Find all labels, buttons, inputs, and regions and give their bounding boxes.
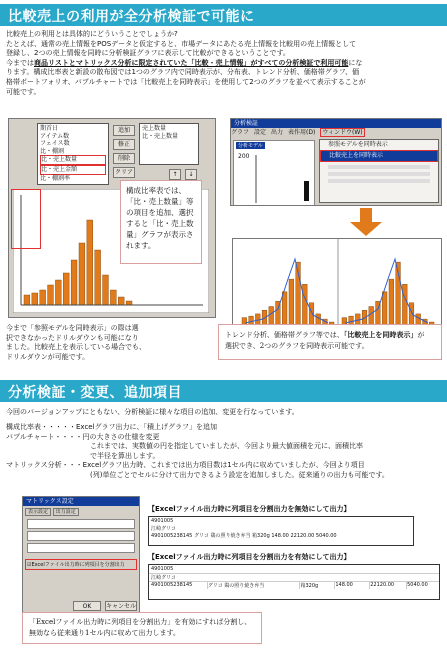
chart-bar xyxy=(389,279,394,325)
dropdown-item-disabled xyxy=(328,165,430,169)
selected-listbox[interactable] xyxy=(139,123,199,165)
checkbox-icon[interactable]: ☑ xyxy=(27,562,32,568)
arrow-down-icon xyxy=(350,222,382,236)
chart-bar xyxy=(110,290,116,305)
cell-sales: 148.00 xyxy=(271,533,289,539)
chart-bar xyxy=(55,280,61,305)
list-item[interactable]: 比・売上数量 xyxy=(40,155,106,165)
matrix-dialog xyxy=(22,496,140,614)
chart-bar xyxy=(302,284,307,325)
trend-callout-c: が xyxy=(417,331,425,339)
excel-no-split-heading: 【Excelファイル出力時に列項目を分割出力を無効にして出力】 xyxy=(148,505,351,513)
composition-callout-text: 構成比率表では、「比・売上数量」等の項目を追加、選択すると「比・売上数量」グラフが表示されます。 xyxy=(126,186,194,250)
analysis-plot-label: 分析モデル xyxy=(238,143,263,149)
note-line-3: ました。比較売上を表示している場合でも、 xyxy=(6,343,146,352)
analysis-window-title: 分析検証 xyxy=(231,119,441,128)
dropdown-item-compare[interactable]: 比較売上を同時表示 xyxy=(320,150,438,162)
table-row xyxy=(149,532,413,539)
intro-line-3: 登録し、2つの売上情報を同時に分析検証グラフに表示して比較ができるということです。 xyxy=(6,49,290,58)
section2-title-bar xyxy=(0,380,447,402)
add-button[interactable]: 追加 xyxy=(113,125,135,136)
move-up-button[interactable]: ↑ xyxy=(169,169,181,180)
cell-qty: 箱320g xyxy=(252,533,270,539)
trend-callout-d: 選択でき、2つのグラフを同時表示可能です。 xyxy=(225,342,369,350)
item-label: 構成比率表・・・・・ xyxy=(6,423,76,431)
note-line-4: ドリルダウンが可能です。 xyxy=(6,352,90,361)
chart-bar xyxy=(87,220,93,305)
cell-amount: 22120.00 xyxy=(370,582,407,589)
cell-amount: 22120.00 xyxy=(290,533,315,539)
intro-line-7: 可能です。 xyxy=(6,87,41,96)
dropdown-item-disabled xyxy=(328,172,430,176)
chart-bar xyxy=(269,307,274,326)
section1-title-bar xyxy=(0,4,447,26)
chart-bar xyxy=(48,285,54,305)
tab-display[interactable]: 表示設定 xyxy=(25,508,51,516)
item-label: バブルチャート・・・・ xyxy=(6,432,83,441)
menu-window[interactable]: ウィンドウ(W) xyxy=(322,129,363,136)
item-text: これまでは、実数値の円を指定していましたが、今回より最大値面積を元に、面積比率 xyxy=(90,442,363,451)
drilldown-note xyxy=(6,324,216,362)
dialog-field[interactable] xyxy=(27,531,135,541)
item-label: マトリックス分析・・・ xyxy=(6,461,83,470)
chart-bar xyxy=(118,297,124,305)
item-listbox[interactable] xyxy=(37,123,109,185)
excel-split-heading: 【Excelファイル出力時に列項目を分割出力を有効にして出力】 xyxy=(148,553,351,561)
list-item[interactable]: 売上数量 xyxy=(142,125,167,132)
cell-jan: 4901005238145 xyxy=(151,582,208,589)
tab-output[interactable]: 出力設定 xyxy=(53,508,79,516)
dropdown-item-reference[interactable]: 参照モデルを同時表示 xyxy=(328,141,388,148)
excel-split-table xyxy=(148,564,440,600)
change-list xyxy=(6,423,442,481)
trend-charts xyxy=(233,239,442,336)
edit-button[interactable]: 修正 xyxy=(113,139,135,150)
list-item[interactable]: フェイス数 xyxy=(40,140,70,148)
trend-window xyxy=(232,238,442,336)
chart-bar xyxy=(40,290,46,305)
chart-bar xyxy=(369,307,374,326)
excel-callout-text: 「Excelファイル出力時に列項目を分割出力」を有効にすれば分割し、無効なら従来通り1セル内に収めて出力します。 xyxy=(29,618,252,637)
plot-bar xyxy=(304,181,309,201)
intro-line-5: ります。構成比率表と新設の散布図では1つのグラフ内で同時表示が、分布表、トレンド分析、価格帯グラフ、価 xyxy=(6,68,360,77)
chart-bar xyxy=(79,243,85,305)
excel-callout xyxy=(22,612,262,644)
intro-line-4a: 今までは xyxy=(6,58,34,67)
cell-sales: 148.00 xyxy=(335,582,370,589)
chart-bar xyxy=(24,295,30,305)
list-item[interactable]: 比・売上数量 xyxy=(142,132,179,140)
chart-bar xyxy=(282,292,287,325)
chart-bar xyxy=(103,275,109,305)
chart-bar xyxy=(309,303,314,325)
highlight-frame xyxy=(11,189,41,249)
intro-line-2: たとえば、通常の売上情報をPOSデータと仮定すると、市場データにあたる売上情報を比較用の売上情報として xyxy=(6,39,357,48)
list-item[interactable]: アイテム数 xyxy=(40,132,70,140)
chart-bar xyxy=(71,260,77,305)
dialog-field[interactable] xyxy=(27,519,135,529)
chart-bar xyxy=(63,273,69,305)
section1-title: 比較売上の利用が全分析検証で可能に xyxy=(8,9,255,25)
section2-title: 分析検証・変更、追加項目 xyxy=(8,385,182,401)
analysis-plot xyxy=(233,140,315,206)
excel-no-split-table xyxy=(148,516,414,546)
list-item[interactable]: 期首日 xyxy=(40,125,59,132)
matrix-dialog-title: マトリックス設定 xyxy=(23,497,139,506)
list-item[interactable]: 比・売上金額 xyxy=(40,165,106,175)
intro-line-6: 格帯ポートフォリオ、バブルチャートでは「比較売上を同時表示」を使用して2つのグラフを並べて表示することが xyxy=(6,77,366,86)
cell-maker: 江崎グリコ xyxy=(151,526,176,532)
axis-value-label: 200 xyxy=(238,153,250,160)
dialog-field[interactable] xyxy=(27,543,135,553)
cell-code: 4901005 xyxy=(151,518,174,524)
delete-button[interactable]: 削除 xyxy=(113,153,135,164)
cell-qty: 箱320g xyxy=(300,582,335,589)
chart-bar xyxy=(32,293,38,305)
intro-line-4c: にな xyxy=(348,58,363,67)
item-text: Excelグラフ出力に、「積上げグラフ」を追加 xyxy=(76,423,218,431)
cell-product: グリコ 鶏の照り焼き弁当 xyxy=(208,582,301,589)
menu-settings[interactable]: 設定 xyxy=(254,129,267,136)
window-dropdown-menu xyxy=(319,139,439,203)
dialog-tabs xyxy=(23,506,139,517)
table-row xyxy=(149,582,439,589)
dropdown-item-disabled xyxy=(328,179,430,183)
split-output-option[interactable] xyxy=(25,559,137,570)
menu-table[interactable]: 表作用(D) xyxy=(288,129,316,136)
menu-output[interactable]: 出力 xyxy=(271,129,284,136)
chart-bar xyxy=(409,303,414,325)
chart-bar xyxy=(402,284,407,325)
composition-callout xyxy=(120,180,202,264)
menu-bar xyxy=(231,128,441,138)
clear-button[interactable]: クリア xyxy=(114,169,133,176)
section1-intro xyxy=(6,30,442,97)
item-text: で半径を算出します。 xyxy=(90,451,160,460)
cell-price: 5040.00 xyxy=(315,533,337,539)
list-item[interactable]: 比・棚割 xyxy=(40,147,65,155)
cell-price: 5040.00 xyxy=(407,582,428,588)
intro-highlight: 商品リストとマトリックス分析に限定されていた「比較・売上情報」がすべての分析検証で利用可能 xyxy=(34,58,349,67)
cell-code: 4901005 xyxy=(149,565,439,574)
item-text: 円の大きさの仕様を変更 xyxy=(82,432,160,441)
list-item[interactable]: 比・棚割率 xyxy=(40,174,71,182)
cell-maker: 江崎グリコ xyxy=(149,574,439,582)
menu-graph[interactable]: グラフ xyxy=(231,129,250,136)
trend-callout xyxy=(218,324,442,360)
move-down-button[interactable]: ↓ xyxy=(185,169,197,180)
note-line-1: 今まで「参照モデルを同時表示」の際は選 xyxy=(6,324,139,332)
analysis-window xyxy=(230,118,442,206)
chart-bar xyxy=(126,301,132,305)
section2-intro: 今回のバージョンアップにともない、分析検証に様々な項目の追加、変更を行なっています。 xyxy=(6,408,299,416)
chart-bar xyxy=(382,292,387,325)
item-text: Excelグラフ出力時、これまでは出力項目数は1セル内に収めていましたが、今回より項目 xyxy=(82,461,365,470)
intro-line-1: 比較売上の利用とは具体的にどういうことでしょうか? xyxy=(6,30,178,38)
trend-callout-highlight: 「比較売上を同時表示」 xyxy=(343,331,418,339)
analysis-plot-lines xyxy=(234,141,314,205)
item-text: (列)単位ごとでセルに分けて出力できるよう設定を追加しました。従来通りの出力も可能です。 xyxy=(90,470,389,479)
note-line-2: 択できなかったドリルダウンも可能になり xyxy=(6,333,139,342)
cancel-button[interactable]: キャンセル xyxy=(106,603,137,610)
ok-button[interactable]: OK xyxy=(73,601,101,611)
trend-callout-a: トレンド分析、価格帯グラフ等では、 xyxy=(225,331,344,339)
cell-jan: 4901005238145 xyxy=(151,533,193,539)
chart-bar xyxy=(95,250,101,305)
cell-product: グリコ 鶏の照り焼き弁当 xyxy=(193,533,251,539)
chart-bar xyxy=(289,279,294,325)
split-output-label: Excelファイル出力時に列項目を分割出力 xyxy=(31,562,125,568)
